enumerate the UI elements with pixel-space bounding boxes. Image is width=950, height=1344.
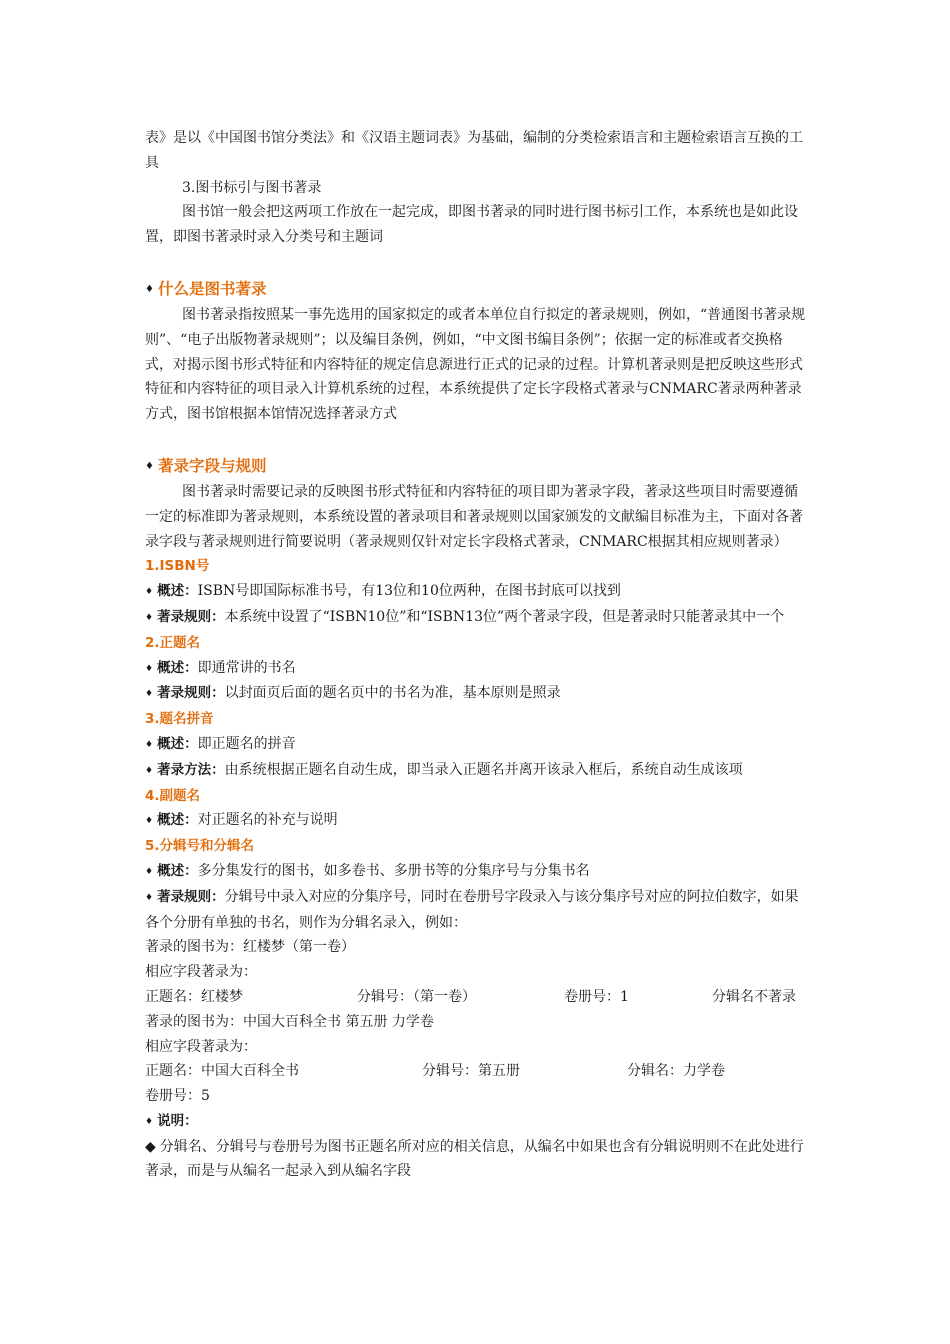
field-item-text: 本系统中设置了“ISBN10位”和“ISBN13位”两个著录字段，但是著录时只能著录其中一个 [224, 608, 785, 625]
diamond-bullet-icon: ♦ [145, 612, 154, 623]
example-fields-row [145, 1059, 810, 1084]
note-text: ◆ 分辑名、分辑号与卷册号为图书正题名所对应的相关信息，从编名中如果也含有分辑说明则不在此处进行著录，而是与从编名一起录入到从编名字段 [145, 1138, 804, 1180]
diamond-bullet-icon: ♦ [145, 816, 154, 827]
field-item [145, 758, 810, 784]
field-item-text: 由系统根据正题名自动生成，即当录入正题名并离开该录入框后，系统自动生成该项 [224, 761, 743, 778]
field-item [145, 605, 810, 631]
section-heading-fields-and-rules [145, 453, 810, 480]
diamond-bullet-icon: ♦ [145, 866, 154, 877]
document-page [145, 126, 810, 1184]
diamond-bullet-icon: ♦ [145, 283, 154, 295]
section-title: 什么是图书著录 [157, 279, 267, 298]
section-body: 图书著录时需要记录的反映图书形式特征和内容特征的项目即为著录字段，著录这些项目时需要遵循一定的标准即为著录规则，本系统设置的著录项目和著录规则以国家颁发的文献编目标准为主，下面对各著录字段与著录规则进行简要说明（著录规则仅针对定长字段格式著录，CNMARC根据其相应规则著录） [145, 483, 803, 550]
diamond-bullet-icon: ♦ [145, 765, 154, 776]
field-item-label: 著录方法： [157, 761, 225, 778]
example-cell: 卷册号：1 [564, 988, 629, 1005]
field-heading: 2.正题名 [145, 634, 201, 651]
field-heading: 1.ISBN号 [145, 558, 210, 575]
field-item-label: 概述： [157, 583, 198, 600]
section-title: 著录字段与规则 [157, 456, 267, 475]
example-lead: 相应字段著录为： [145, 1038, 257, 1055]
example-cell: 正题名：红楼梦 [145, 988, 243, 1005]
field-heading: 5.分辑号和分辑名 [145, 838, 255, 855]
note-heading [145, 1109, 810, 1135]
diamond-bullet-icon: ♦ [145, 1116, 154, 1127]
example-fields-row [145, 985, 810, 1010]
intro-paragraph-2: 图书馆一般会把这两项工作放在一起完成，即图书著录的同时进行图书标引工作，本系统也是如此设置，即图书著录时录入分类号和主题词 [145, 204, 798, 246]
field-item [145, 681, 810, 707]
example-cell: 分辑号：第五册 [422, 1063, 520, 1080]
field-item-label: 概述： [157, 812, 198, 829]
field-item-text: ISBN号即国际标准书号，有13位和10位两种，在图书封底可以找到 [197, 583, 621, 600]
field-item [145, 885, 810, 936]
field-heading: 3.题名拼音 [145, 711, 214, 728]
field-item [145, 859, 810, 885]
example-cell: 分辑名不著录 [712, 988, 796, 1005]
example-extra: 卷册号：5 [145, 1088, 210, 1105]
field-item [145, 732, 810, 758]
field-item-label: 概述： [157, 659, 198, 676]
diamond-bullet-icon: ♦ [145, 663, 154, 674]
field-item-text: 分辑号中录入对应的分集序号，同时在卷册号字段录入与该分集序号对应的阿拉伯数字，如果各个分册有单独的书名，则作为分辑名录入，例如： [145, 888, 799, 931]
intro-item-3: 3.图书标引与图书著录 [182, 179, 322, 196]
example-cell: 分辑名：力学卷 [627, 1063, 725, 1080]
section-body: 图书著录指按照某一事先选用的国家拟定的或者本单位自行拟定的著录规则，例如，“普通图书著录规则”、“电子出版物著录规则”；以及编目条例，例如，“中文图书编目条例”；依据一定的标准或者交换格式，对揭示图书形式特征和内容特征的规定信息源进行正式的记录的过程。计算机著录则是把反映这些形式特征和内容特征的项目录入计算机系统的过程，本系统提供了定长字段格式著录与CNMARC著录两种著录方式，图书馆根据本馆情况选择著录方式 [145, 306, 806, 423]
diamond-bullet-icon: ♦ [145, 460, 154, 472]
field-heading: 4.副题名 [145, 787, 201, 804]
field-item-label: 概述： [157, 862, 198, 879]
field-item-text: 以封面页后面的题名页中的书名为准，基本原则是照录 [224, 685, 561, 702]
example-cell: 正题名：中国大百科全书 [145, 1063, 299, 1080]
field-item [145, 656, 810, 682]
field-item-label: 著录规则： [157, 685, 225, 702]
black-diamond-icon: ◆ [145, 1138, 156, 1155]
field-item-label: 著录规则： [157, 888, 225, 905]
diamond-bullet-icon: ♦ [145, 739, 154, 750]
field-item [145, 579, 810, 605]
example-cell: 分辑号：（第一卷） [357, 988, 476, 1005]
field-item-text: 即正题名的拼音 [197, 735, 296, 752]
diamond-bullet-icon: ♦ [145, 689, 154, 700]
field-item-text: 即通常讲的书名 [197, 659, 296, 676]
section-heading-what-is-cataloging [145, 276, 810, 303]
note-label: 说明： [157, 1112, 198, 1129]
example-lead: 相应字段著录为： [145, 964, 257, 981]
field-item-label: 著录规则： [157, 608, 225, 625]
field-item-text: 多分集发行的图书，如多卷书、多册书等的分集序号与分集书名 [197, 862, 590, 879]
field-item-text: 对正题名的补充与说明 [197, 812, 338, 829]
diamond-bullet-icon: ♦ [145, 892, 154, 903]
intro-paragraph-1: 表》是以《中国图书馆分类法》和《汉语主题词表》为基础，编制的分类检索语言和主题检索语言互换的工具 [145, 130, 803, 171]
example-book: 著录的图书为：红楼梦（第一卷） [145, 939, 355, 956]
diamond-bullet-icon: ♦ [145, 587, 154, 598]
example-book: 著录的图书为：中国大百科全书 第五册 力学卷 [145, 1013, 434, 1030]
field-item [145, 808, 810, 834]
field-item-label: 概述： [157, 735, 198, 752]
